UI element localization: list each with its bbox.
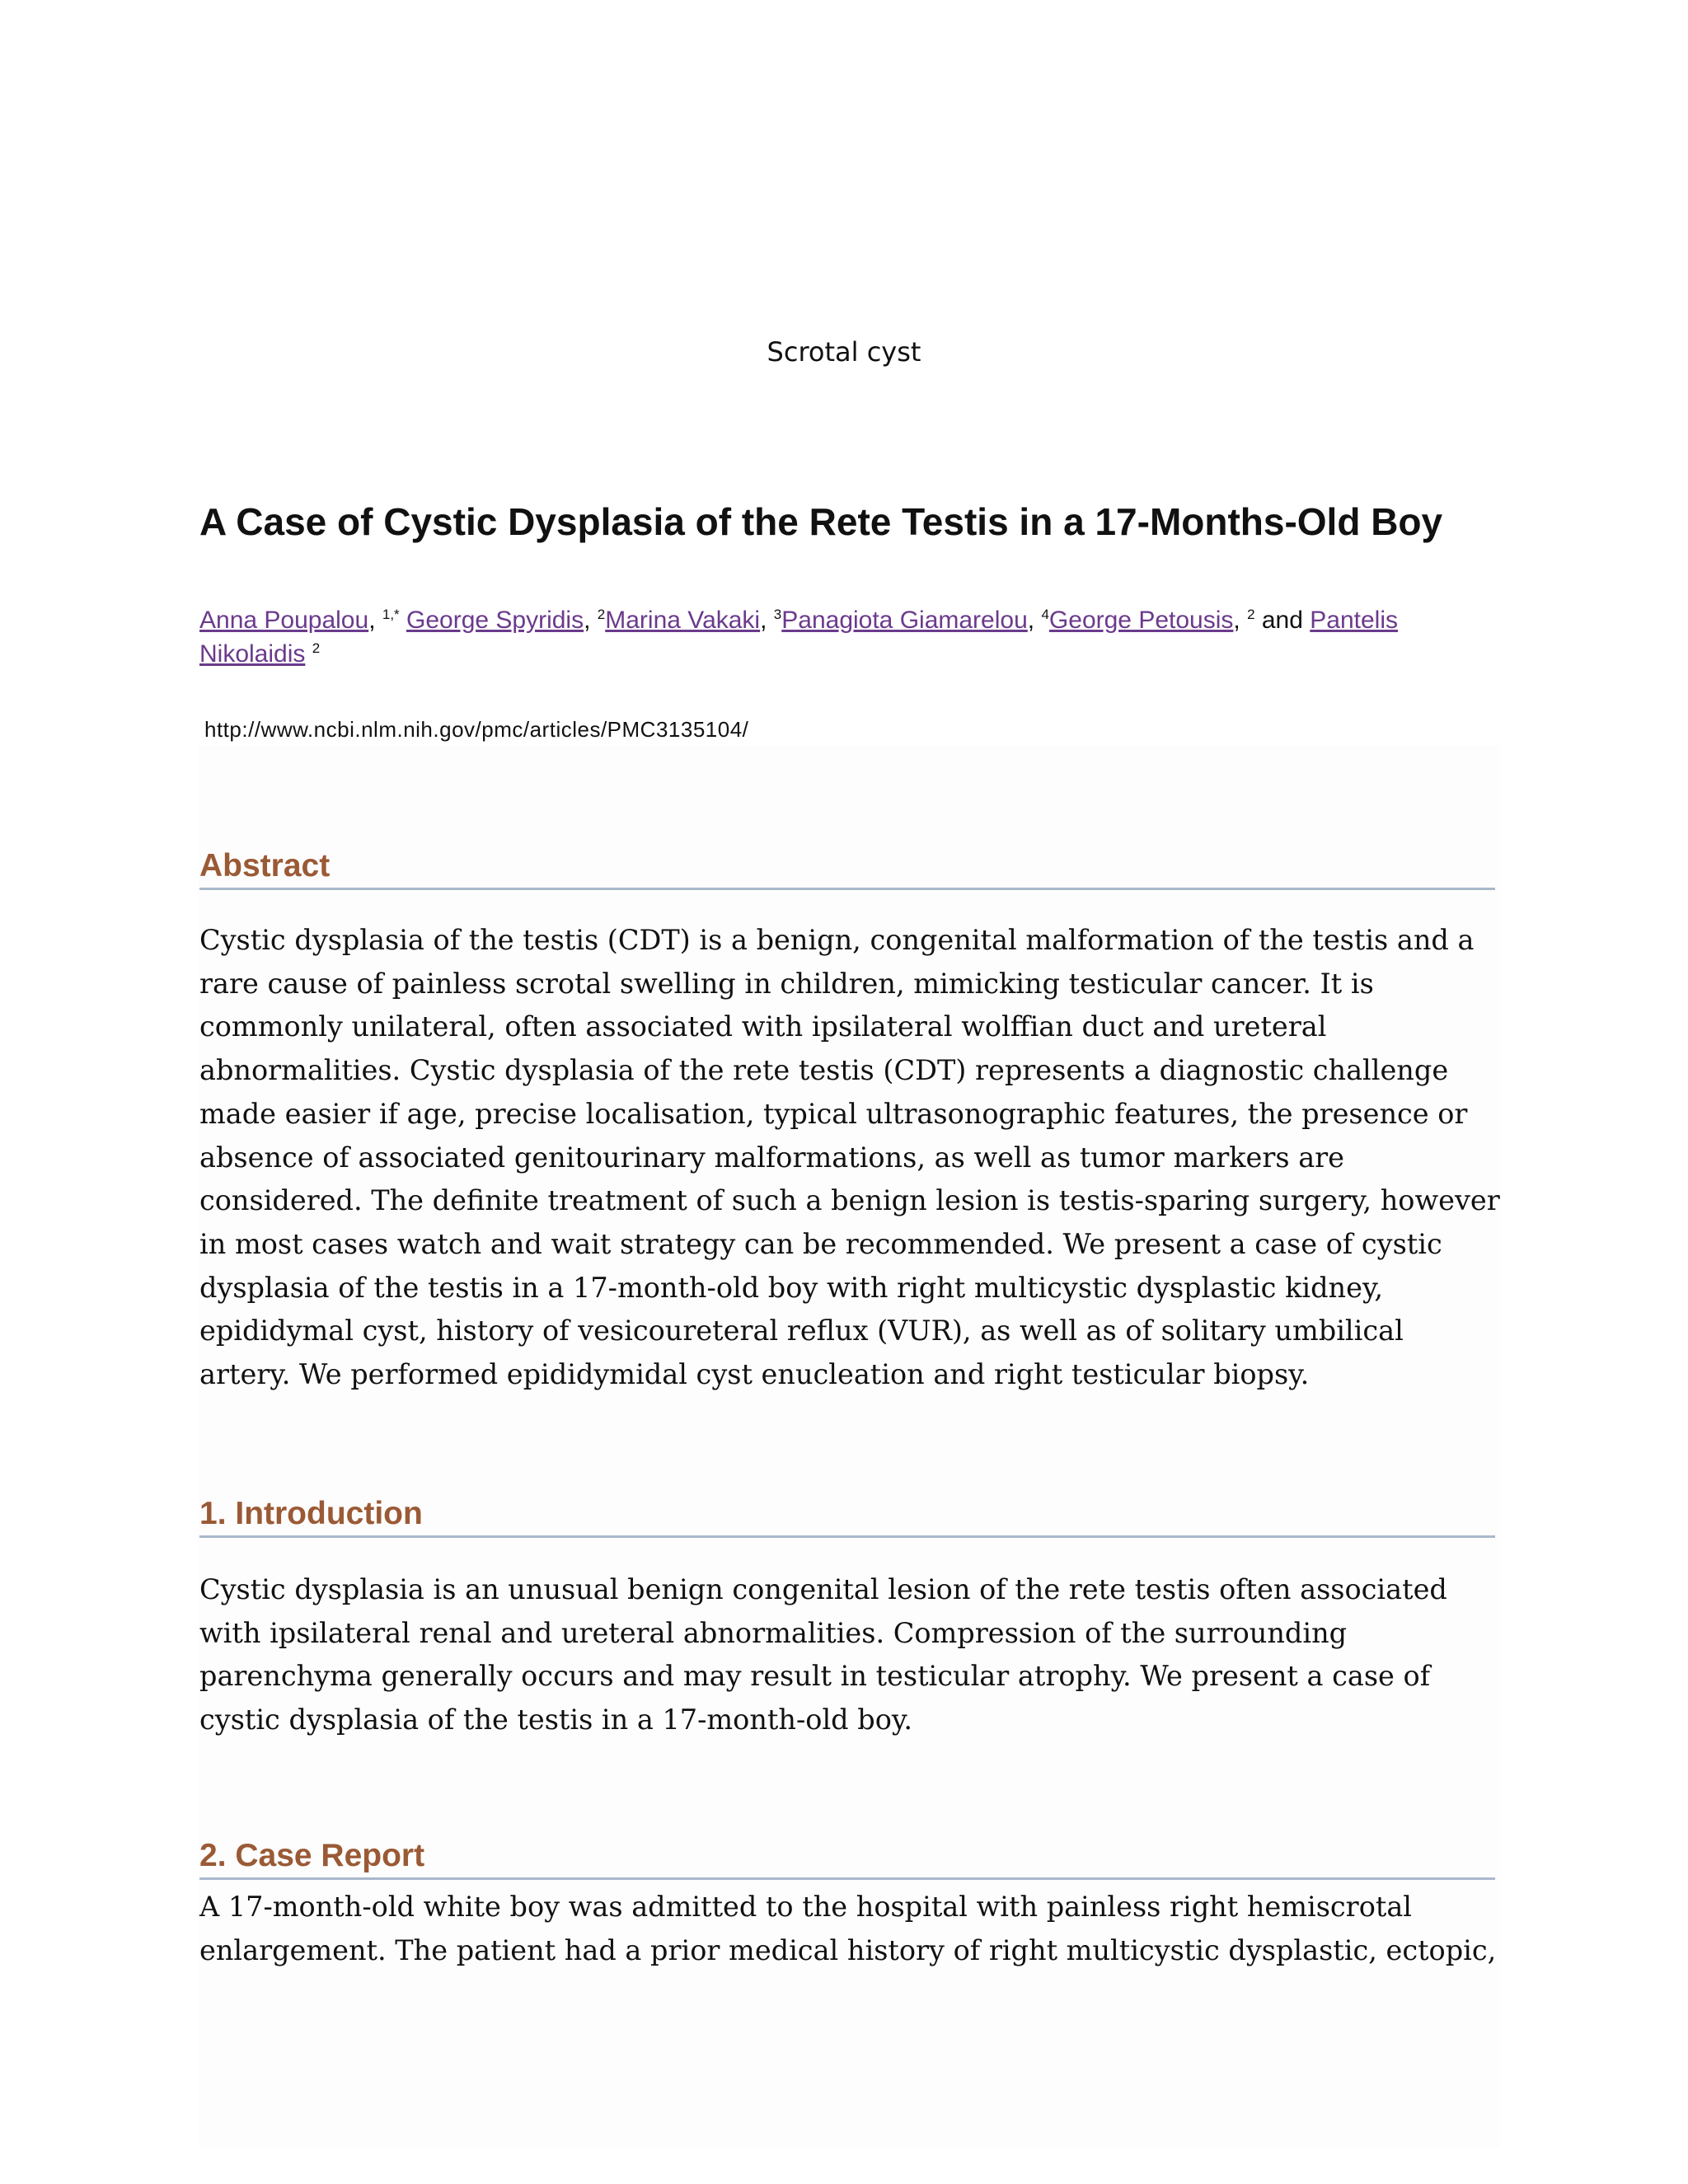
author-affiliation: 4 — [1041, 607, 1049, 622]
author-link[interactable]: Pantelis Nikolaidis — [199, 607, 1399, 668]
author-conjunction: and — [1261, 607, 1303, 634]
author-affiliation: 3 — [773, 607, 782, 622]
running-header: Scrotal cyst — [767, 336, 921, 368]
introduction-heading: 1. Introduction — [199, 1494, 1495, 1538]
article-title: A Case of Cystic Dysplasia of the Rete Testis in a 17-Months-Old Boy — [199, 500, 1443, 543]
author-affiliation: 1,* — [382, 607, 400, 622]
abstract-heading: Abstract — [199, 846, 1495, 890]
author-line-1: Anna Poupalou, $^{1,*}$ George Spyridis, $^2$Marina Vakaki, $^3$Panagiota Giamarelou, $^4$George Petousis, $^2$ and Pantelis Nikolaidis $^2$ — [199, 607, 1399, 668]
author-link[interactable]: George Spyridis — [406, 607, 584, 634]
source-url: http://www.ncbi.nlm.nih.gov/pmc/articles/PMC3135104/ — [204, 717, 749, 742]
case-report-text: A 17-month-old white boy was admitted to the hospital with painless right hemiscrotal enlargement. The patient had a prior medical history of right multicystic dysplastic, ectopic, — [199, 1891, 1497, 1966]
abstract-text: Cystic dysplasia of the testis (CDT) is a benign, congenital malformation of the testis and a rare cause of painless scrotal swelling in children, mimicking testicular cancer. It is commonly unilateral, often associated with ipsilateral wolffian duct and ureteral abnormalities. Cystic dysplasia of the rete testis (CDT) represents a diagnostic challenge made easier if age, precise localisation, typical ultrasonographic features, the presence or absence of associated genitourinary malformations, as well as tumor markers are considered. The definite treatment of such a benign lesion is testis-sparing surgery, however in most cases watch and wait strategy can be recommended. We present a case of cystic dysplasia of the testis in a 17-month-old boy with right multicystic dysplastic kidney, epididymal cyst, history of vesicoureteral reflux (VUR), as well as of solitary umbilical artery. We performed epididymidal cyst enucleation and right testicular biopsy. — [199, 924, 1500, 1391]
author-link[interactable]: Anna Poupalou — [199, 607, 369, 634]
author-link[interactable]: George Petousis — [1048, 607, 1234, 634]
case-report-heading: 2. Case Report — [199, 1836, 1495, 1880]
author-affiliation: 2 — [312, 640, 321, 656]
author-affiliation: 2 — [597, 607, 606, 622]
author-affiliation: 2 — [1247, 607, 1255, 622]
author-list — [199, 603, 1485, 671]
introduction-text: Cystic dysplasia is an unusual benign congenital lesion of the rete testis often associated with ipsilateral renal and ureteral abnormalities. Compression of the surrounding parenchyma generally occurs and may result in testicular atrophy. We present a case of cystic dysplasia of the testis in a 17-month-old boy. — [199, 1573, 1447, 1736]
author-link[interactable]: Marina Vakaki — [605, 607, 761, 634]
author-link[interactable]: Panagiota Giamarelou — [781, 607, 1028, 634]
